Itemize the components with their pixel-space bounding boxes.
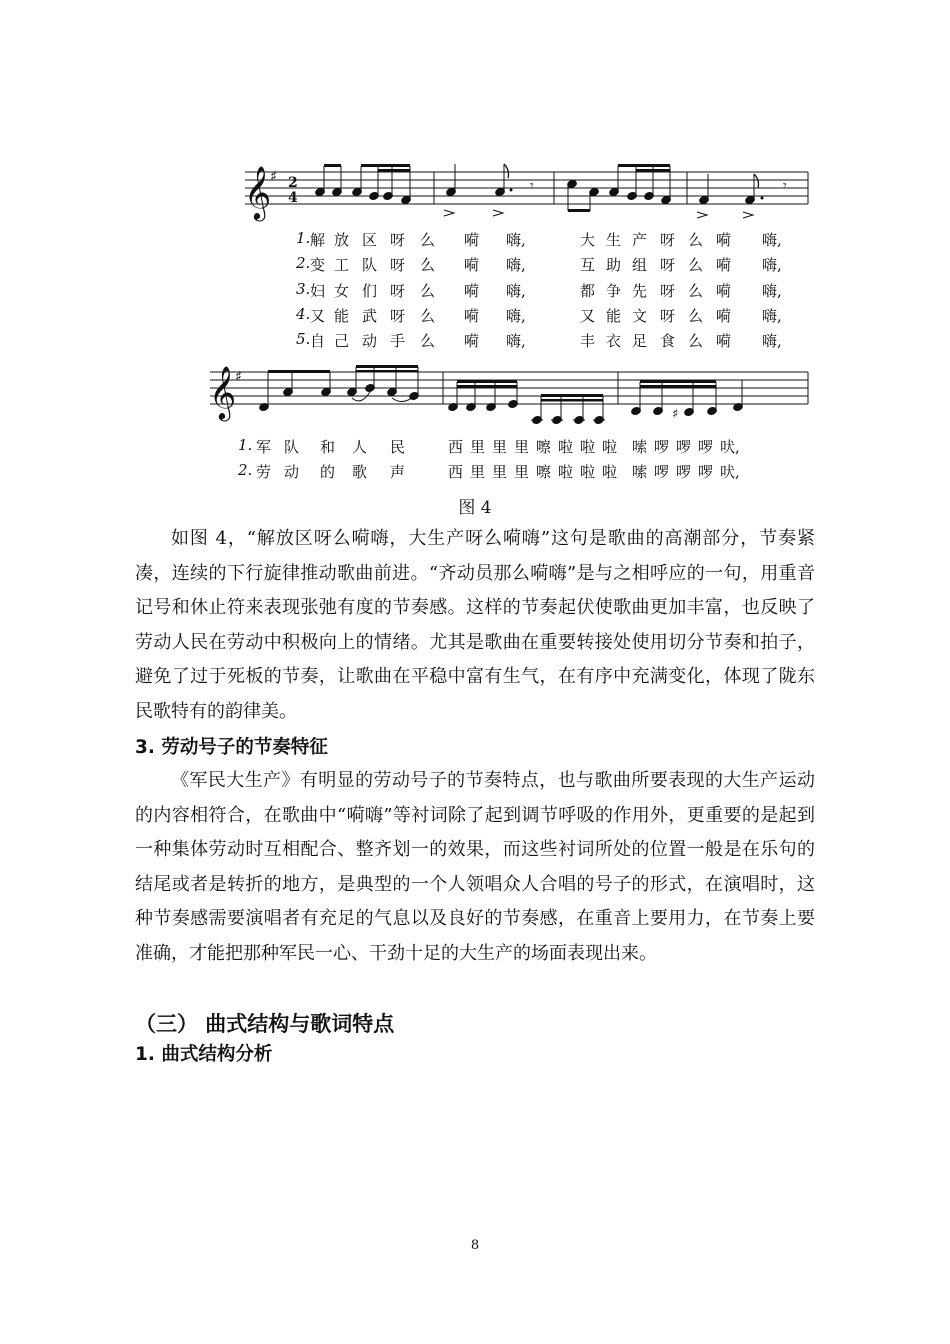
- lyric-syllable: 嗬: [464, 332, 480, 350]
- lyric-syllable: 西: [448, 438, 464, 456]
- lyric-syllable: 里: [492, 463, 508, 481]
- lyric-syllable: 们: [362, 282, 378, 300]
- lyric-syllable: 么: [688, 256, 704, 274]
- time-signature-top: 2: [288, 175, 298, 191]
- section-heading: 3. 劳动号子的节奏特征: [135, 737, 328, 758]
- lyric-syllable: 嗬: [716, 307, 732, 325]
- sharp-icon: ♯: [270, 169, 277, 185]
- lyric-syllable: 足: [632, 332, 648, 350]
- lyric-syllable: 嗬: [464, 231, 480, 249]
- lyric-syllable: 啦: [558, 463, 574, 481]
- lyric-syllable: 呀: [660, 307, 676, 325]
- lyric-syllable: 工: [334, 256, 350, 274]
- lyric-syllable: 能: [606, 307, 622, 325]
- lyric-syllable: 嗦: [632, 438, 648, 456]
- page-number: 8: [470, 1238, 480, 1253]
- lyric-syllable: 手: [390, 332, 406, 350]
- lyric-syllable: 嗨,: [762, 256, 782, 274]
- lyric-syllable: 嗬: [464, 307, 480, 325]
- lyric-syllable: 变: [310, 256, 326, 274]
- lyric-syllable: 啰: [698, 438, 714, 456]
- lyric-syllable: 都: [580, 282, 596, 300]
- lyric-syllable: 军: [256, 438, 272, 456]
- lyric-syllable: 啦: [602, 438, 618, 456]
- verse-number: 2.: [238, 461, 253, 479]
- lyric-syllable: 么: [420, 256, 436, 274]
- verse-number: 2.: [296, 254, 311, 272]
- lyric-syllable: 啦: [602, 463, 618, 481]
- lyric-syllable: 队: [284, 438, 300, 456]
- lyric-syllable: 组: [632, 256, 648, 274]
- lyric-syllable: 嚓: [536, 438, 552, 456]
- lyric-syllable: 啰: [654, 463, 670, 481]
- lyric-syllable: 自: [310, 332, 326, 350]
- lyric-syllable: 劳: [256, 463, 272, 481]
- lyric-syllable: 呀: [660, 282, 676, 300]
- svg-text:𝄾: 𝄾: [783, 178, 787, 194]
- lyric-syllable: 大: [580, 231, 596, 249]
- lyric-syllable: 嗨,: [506, 231, 526, 249]
- note-group: [315, 164, 412, 205]
- lyric-syllable: 声: [390, 463, 406, 481]
- lyric-syllable: 和: [320, 438, 336, 456]
- lyric-syllable: 嗨,: [506, 282, 526, 300]
- lyric-syllable: 里: [514, 463, 530, 481]
- lyric-syllable: 助: [606, 256, 622, 274]
- lyric-syllable: 的: [320, 463, 336, 481]
- lyric-syllable: 呀: [390, 231, 406, 249]
- lyric-syllable: 啦: [558, 438, 574, 456]
- lyric-syllable: 呀: [390, 256, 406, 274]
- subsection-heading: 1. 曲式结构分析: [135, 1044, 273, 1065]
- lyric-syllable: 呀: [660, 256, 676, 274]
- lyric-syllable: 生: [606, 231, 622, 249]
- lyric-syllable: 么: [688, 307, 704, 325]
- note-group: [448, 380, 605, 425]
- lyric-syllable: 又: [310, 307, 326, 325]
- lyric-syllable: 嗬: [716, 231, 732, 249]
- lyric-syllable: 啦: [580, 438, 596, 456]
- lyric-syllable: 呀: [390, 307, 406, 325]
- paragraph: 《军民大生产》有明显的劳动号子的节奏特点，也与歌曲所要表现的大生产运动的内容相符合，在歌曲中“嗬嗨”等衬词除了起到调节呼吸的作用外，更重要的是起到一种集体劳动时互相配合、整齐划一的效果，而这些衬词所处的位置一般是在乐句的结尾或者是转折的地方，是典型的一个人领唱众人合唱的号子的形式，在演唱时，这种节奏感需要演唱者有充足的气息以及良好的节奏感，在重音上要用力，在节奏上要准确，才能把那种军民一心、干劲十足的大生产的场面表现出来。: [135, 770, 815, 964]
- lyric-syllable: 互: [580, 256, 596, 274]
- lyric-syllable: 啰: [654, 438, 670, 456]
- lyric-syllable: 丰: [580, 332, 596, 350]
- lyric-syllable: 能: [334, 307, 350, 325]
- svg-text:𝄾: 𝄾: [530, 178, 534, 194]
- lyric-syllable: 啰: [698, 463, 714, 481]
- svg-text:♯: ♯: [672, 407, 679, 422]
- lyric-syllable: 嗨,: [762, 231, 782, 249]
- time-signature-bottom: 4: [288, 190, 298, 206]
- treble-clef-icon: 𝄞: [209, 365, 237, 419]
- lyric-syllable: 解: [310, 231, 326, 249]
- lyric-syllable: 文: [632, 307, 648, 325]
- lyric-syllable: 武: [362, 307, 378, 325]
- lyric-syllable: 嗬: [716, 282, 732, 300]
- lyric-syllable: 产: [632, 231, 648, 249]
- lyric-syllable: 里: [492, 438, 508, 456]
- lyric-syllable: 啦: [580, 463, 596, 481]
- verse-number: 5.: [296, 330, 311, 348]
- verse-number: 4.: [296, 305, 311, 323]
- lyric-syllable: 嗬: [464, 256, 480, 274]
- lyric-syllable: 先: [632, 282, 648, 300]
- lyric-syllable: 吠,: [720, 463, 740, 481]
- lyric-syllable: 动: [362, 332, 378, 350]
- lyric-syllable: 队: [362, 256, 378, 274]
- verse-number: 1.: [296, 229, 311, 247]
- lyric-syllable: 么: [688, 282, 704, 300]
- lyric-syllable: 里: [514, 438, 530, 456]
- lyric-syllable: 争: [606, 282, 622, 300]
- lyric-syllable: 嗦: [632, 463, 648, 481]
- treble-clef-icon: 𝄞: [244, 165, 272, 219]
- lyric-syllable: 西: [448, 463, 464, 481]
- lyric-syllable: 么: [688, 231, 704, 249]
- lyric-syllable: 嗨,: [762, 307, 782, 325]
- lyric-syllable: 里: [470, 463, 486, 481]
- lyric-syllable: 嗬: [716, 332, 732, 350]
- verse-number: 1.: [238, 436, 253, 454]
- lyric-syllable: 放: [334, 231, 350, 249]
- lyric-syllable: 女: [334, 282, 350, 300]
- lyric-syllable: 么: [688, 332, 704, 350]
- sharp-icon: ♯: [235, 369, 242, 385]
- lyric-syllable: 妇: [310, 282, 326, 300]
- lyric-syllable: 啰: [676, 438, 692, 456]
- lyric-syllable: 嚓: [536, 463, 552, 481]
- lyric-syllable: 区: [362, 231, 378, 249]
- lyric-syllable: 食: [660, 332, 676, 350]
- lyric-syllable: 啰: [676, 463, 692, 481]
- lyric-syllable: 吠,: [720, 438, 740, 456]
- note-group: [631, 380, 744, 422]
- lyric-syllable: 嗬: [464, 282, 480, 300]
- lyric-syllable: 动: [284, 463, 300, 481]
- lyric-syllable: 么: [420, 231, 436, 249]
- lyric-syllable: 嗨,: [762, 332, 782, 350]
- lyric-syllable: 己: [334, 332, 350, 350]
- figure-caption: 图 4: [458, 498, 492, 518]
- staff-2: [210, 372, 808, 404]
- lyric-syllable: 嗨,: [506, 332, 526, 350]
- lyric-syllable: 么: [420, 282, 436, 300]
- lyric-syllable: 呀: [390, 282, 406, 300]
- lyric-syllable: 里: [470, 438, 486, 456]
- lyric-syllable: 嗨,: [506, 307, 526, 325]
- lyric-syllable: 歌: [352, 463, 368, 481]
- staff-1: [245, 172, 808, 204]
- lyric-syllable: 民: [390, 438, 406, 456]
- lyric-syllable: 呀: [660, 231, 676, 249]
- lyric-syllable: 衣: [606, 332, 622, 350]
- lyric-syllable: 嗨,: [506, 256, 526, 274]
- lyric-syllable: 人: [352, 438, 368, 456]
- lyric-syllable: 嗨,: [762, 282, 782, 300]
- paragraph: 如图 4，“解放区呀么嗬嗨，大生产呀么嗬嗨”这句是歌曲的高潮部分，节奏紧凑，连续的下行旋律推动歌曲前进。“齐动员那么嗬嗨”是与之相呼应的一句，用重音记号和休止符来表现张弛有度的节奏感。这样的节奏起伏使歌曲更加丰富，也反映了劳动人民在劳动中积极向上的情绪。尤其是歌曲在重要转接处使用切分节奏和拍子，避免了过于死板的节奏，让歌曲在平稳中富有生气，在有序中充满变化，体现了陇东民歌特有的韵律美。: [135, 528, 815, 722]
- lyric-syllable: 又: [580, 307, 596, 325]
- lyric-syllable: 么: [420, 307, 436, 325]
- lyric-syllable: 嗬: [716, 256, 732, 274]
- verse-number: 3.: [296, 280, 311, 298]
- lyric-syllable: 么: [420, 332, 436, 350]
- chapter-heading: （三） 曲式结构与歌词特点: [135, 1012, 395, 1036]
